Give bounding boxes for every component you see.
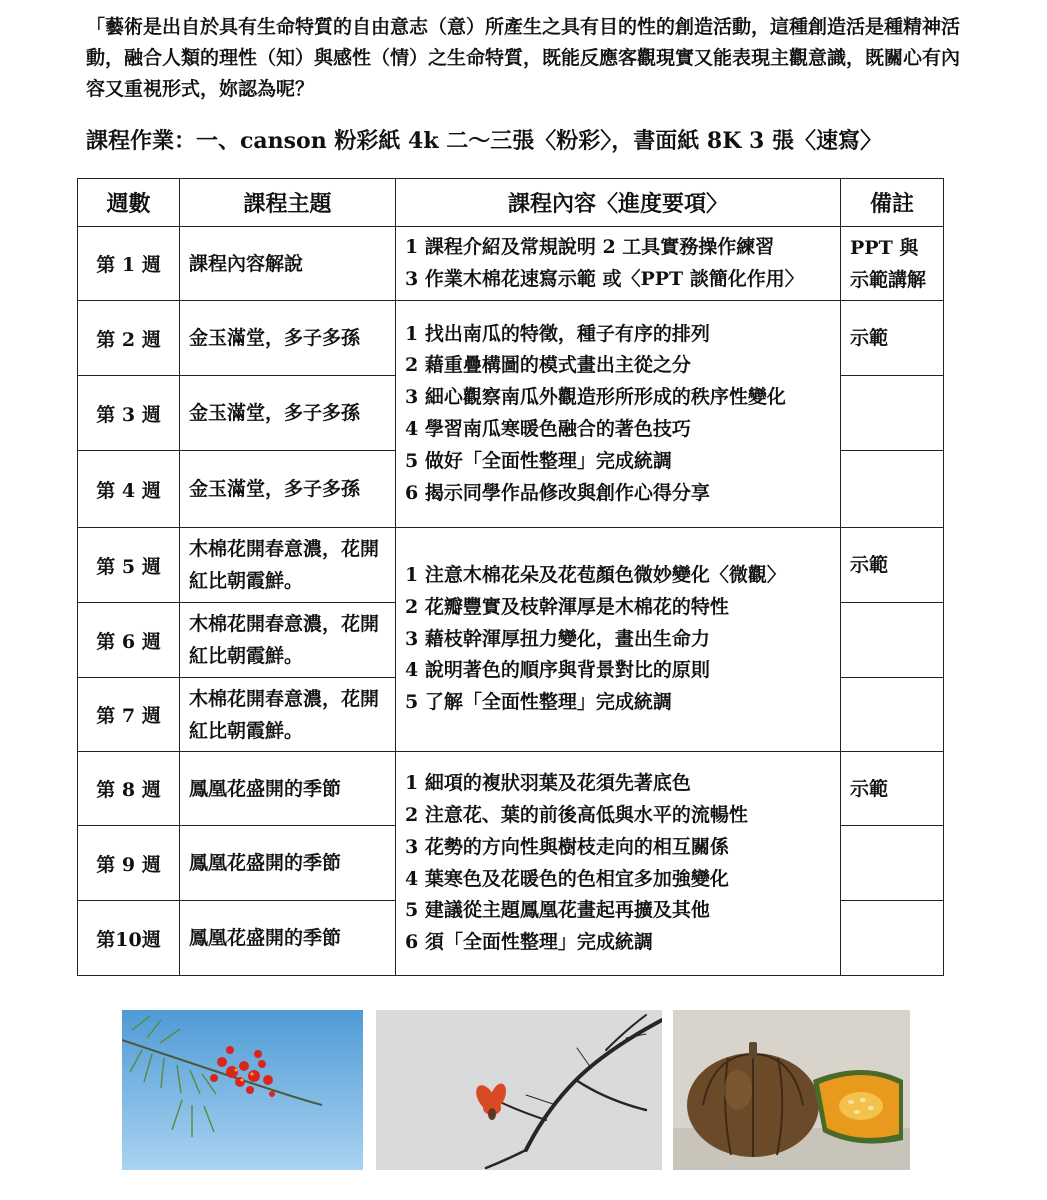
content-cell — [396, 528, 841, 752]
topic-cell: 木棉花開春意濃，花開紅比朝霞鮮。 — [180, 603, 396, 678]
week-cell: 第 3 週 — [78, 376, 180, 451]
kapok-flower-photo — [376, 1010, 662, 1170]
week-cell: 第 2 週 — [78, 301, 180, 376]
note-cell — [841, 678, 944, 752]
note-cell — [841, 376, 944, 451]
content-line: 2 藉重疊構圖的模式畫出主從之分 — [405, 354, 691, 377]
flame-tree-photo — [122, 1010, 363, 1170]
content-line: 4 葉寒色及花暖色的色相宜多加強變化 — [405, 867, 729, 890]
note-cell: 示範 — [841, 752, 944, 826]
week-cell: 第 5 週 — [78, 528, 180, 603]
content-line: 3 花勢的方向性與樹枝走向的相互關係 — [405, 835, 729, 858]
topic-cell: 木棉花開春意濃，花開紅比朝霞鮮。 — [180, 678, 396, 752]
content-line: 2 花瓣豐實及枝幹渾厚是木棉花的特性 — [405, 595, 729, 618]
content-cell — [396, 752, 841, 976]
topic-cell: 課程內容解說 — [180, 227, 396, 301]
content-line: 1 注意木棉花朵及花苞顏色微妙變化〈微觀〉 — [405, 564, 786, 586]
header-note: 備註 — [841, 179, 944, 227]
note-cell: 示範 — [841, 301, 944, 376]
content-line: 4 說明著色的順序與背景對比的原則 — [405, 659, 710, 682]
topic-cell: 金玉滿堂，多子多孫 — [180, 451, 396, 528]
week-cell: 第 1 週 — [78, 227, 180, 301]
pumpkin-photo — [673, 1010, 910, 1170]
content-line: 5 了解「全面性整理」完成統調 — [405, 691, 672, 714]
content-line: 5 做好「全面性整理」完成統調 — [405, 449, 672, 472]
note-cell — [841, 603, 944, 678]
topic-cell: 鳳凰花盛開的季節 — [180, 826, 396, 901]
header-week: 週數 — [78, 179, 180, 227]
table-row — [78, 301, 944, 376]
table-row — [78, 528, 944, 603]
content-line: 3 細心觀察南瓜外觀造形所形成的秩序性變化 — [405, 386, 786, 409]
note-cell — [841, 901, 944, 976]
topic-cell: 金玉滿堂，多子多孫 — [180, 376, 396, 451]
content-line: 3 藉枝幹渾厚扭力變化，畫出生命力 — [405, 627, 710, 650]
table-row — [78, 227, 944, 301]
content-line: 2 注意花、葉的前後高低與水平的流暢性 — [405, 803, 748, 826]
week-cell: 第 7 週 — [78, 678, 180, 752]
content-line: 6 揭示同學作品修改與創作心得分享 — [405, 481, 710, 504]
topic-cell: 金玉滿堂，多子多孫 — [180, 301, 396, 376]
note-cell — [841, 826, 944, 901]
table-header-row — [78, 179, 944, 227]
week-cell: 第10週 — [78, 901, 180, 976]
topic-cell: 鳳凰花盛開的季節 — [180, 901, 396, 976]
week-cell: 第 8 週 — [78, 752, 180, 826]
content-line: 6 須「全面性整理」完成統調 — [405, 931, 653, 954]
note-cell: PPT 與示範講解 — [841, 227, 944, 301]
content-line: 1 找出南瓜的特徵，種子有序的排列 — [405, 322, 710, 345]
week-cell: 第 9 週 — [78, 826, 180, 901]
topic-cell: 鳳凰花盛開的季節 — [180, 752, 396, 826]
content-line: 1 課程介紹及常規說明 2 工具實務操作練習 — [405, 235, 775, 258]
content-cell — [396, 301, 841, 528]
header-topic: 課程主題 — [180, 179, 396, 227]
content-line: 1 細項的複狀羽葉及花須先著底色 — [405, 772, 691, 795]
table-row — [78, 752, 944, 826]
intro-paragraph: 「藝術是出自於具有生命特質的自由意志（意）所產生之具有目的性的創造活動，這種創造活是種精神活動，融合人類的理性（知）與感性（情）之生命特質，既能反應客觀現實又能表現主觀意識，既關心有內容又重視形式，妳認為呢？ — [86, 16, 961, 100]
content-line: 4 學習南瓜寒暖色融合的著色技巧 — [405, 418, 691, 440]
syllabus-table — [77, 178, 944, 976]
week-cell: 第 6 週 — [78, 603, 180, 678]
week-cell: 第 4 週 — [78, 451, 180, 528]
note-cell — [841, 451, 944, 528]
content-cell — [396, 227, 841, 301]
topic-cell: 木棉花開春意濃，花開紅比朝霞鮮。 — [180, 528, 396, 603]
note-cell: 示範 — [841, 528, 944, 603]
content-line: 5 建議從主題鳳凰花畫起再擴及其他 — [405, 899, 710, 922]
content-line: 3 作業木棉花速寫示範 或〈PPT 談簡化作用〉 — [405, 267, 804, 290]
homework-line: 課程作業：一、canson 粉彩紙 4k 二～三張〈粉彩〉，書面紙 8K 3 張〈速寫〉 — [86, 128, 882, 154]
header-content: 課程內容〈進度要項〉 — [396, 179, 841, 227]
